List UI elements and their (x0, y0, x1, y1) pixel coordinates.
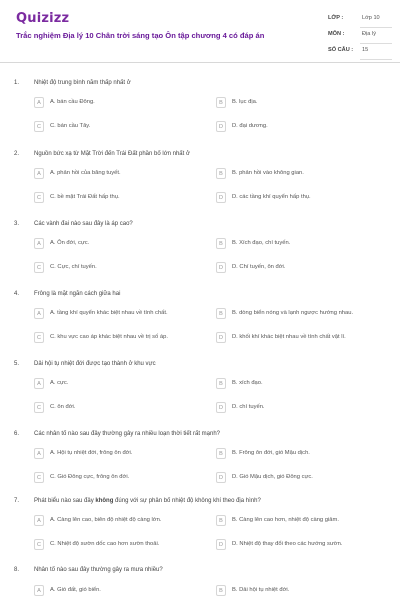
question-number: 7. (14, 498, 20, 504)
option-letter-box: D (216, 262, 226, 273)
meta-value: 15 (362, 47, 369, 53)
option-text: B. xích đạo. (232, 380, 263, 386)
meta-label: LỚP : (328, 15, 344, 21)
option-text: D. các tầng khí quyển hấp thụ. (232, 194, 311, 200)
question-text-end: đúng với sự phân bố nhiệt độ không khí theo địa hình? (113, 498, 261, 504)
option-text: B. lục địa. (232, 99, 258, 105)
option-text: B. phản hồi vào không gian. (232, 170, 304, 176)
option-letter-box: C (34, 539, 44, 550)
page-header (0, 0, 400, 63)
option-letter-box: B (216, 168, 226, 179)
question-number: 8. (14, 567, 20, 573)
option-letter-box: D (216, 472, 226, 483)
option-letter-box: A (34, 238, 44, 249)
option-letter-box: B (216, 448, 226, 459)
option-text: C. bán cầu Tây. (50, 123, 91, 129)
option-letter-box: B (216, 238, 226, 249)
question-text: Nhân tố nào sau đây thường gây ra mưa nhiều? (34, 567, 163, 573)
question-text-start: Phát biểu nào sau đây (34, 498, 96, 504)
question-number: 4. (14, 291, 20, 297)
option-text: B. Dải hội tụ nhiệt đới. (232, 587, 290, 593)
question-text: Frông là mặt ngăn cách giữa hai (34, 291, 121, 297)
option-letter-box: D (216, 539, 226, 550)
option-text: D. Nhiệt độ thay đổi theo các hướng sườn. (232, 541, 343, 547)
question-number: 6. (14, 431, 20, 437)
option-letter-box: A (34, 308, 44, 319)
option-text: D. chí tuyến. (232, 404, 265, 410)
meta-value: Lớp 10 (362, 15, 380, 21)
option-letter-box: B (216, 515, 226, 526)
option-text: C. Cực, chí tuyến. (50, 264, 97, 270)
option-letter-box: C (34, 402, 44, 413)
question-number: 2. (14, 151, 20, 157)
option-letter-box: A (34, 97, 44, 108)
option-text: D. Chí tuyến, ôn đới. (232, 264, 286, 270)
meta-label: MÔN : (328, 31, 345, 37)
option-letter-box: D (216, 402, 226, 413)
option-letter-box: D (216, 192, 226, 203)
option-text: A. tầng khí quyển khác biệt nhau về tính chất. (50, 310, 168, 316)
option-text: C. bề mặt Trái Đất hấp thụ. (50, 194, 120, 200)
option-letter-box: C (34, 472, 44, 483)
question-text: Các vành đai nào sau đây là áp cao? (34, 221, 133, 227)
option-text: B. dòng biển nóng và lạnh ngược hướng nhau. (232, 310, 354, 316)
option-text: A. cực. (50, 380, 69, 386)
option-letter-box: A (34, 585, 44, 596)
question-number: 3. (14, 221, 20, 227)
option-text: A. bán cầu Đông. (50, 99, 95, 105)
option-text: D. khối khí khác biệt nhau về tính chất vật lí. (232, 334, 346, 340)
option-letter-box: D (216, 121, 226, 132)
option-text: C. ôn đới. (50, 404, 76, 410)
meta-row-class (328, 12, 392, 28)
option-letter-box: C (34, 192, 44, 203)
question-text: Các nhân tố nào sau đây thường gây ra nhiều loạn thời tiết rất mạnh? (34, 431, 221, 437)
option-text: B. Frông ôn đới, gió Mậu dịch. (232, 450, 310, 456)
option-text: A. Càng lên cao, biên độ nhiệt độ càng lớn. (50, 517, 162, 523)
document-title: Trắc nghiệm Địa lý 10 Chân trời sáng tạo Ôn tập chương 4 có đáp án (16, 31, 265, 40)
option-letter-box: A (34, 448, 44, 459)
option-letter-box: D (216, 332, 226, 343)
option-text: A. Gió đất, gió biển. (50, 587, 101, 593)
question-text (34, 498, 261, 504)
quizizz-logo: Quizizz (16, 11, 70, 26)
question-text: Dải hội tụ nhiệt đới được tạo thành ở khu vực (34, 361, 156, 367)
option-text: C. Gió Đông cực, frông ôn đới. (50, 474, 130, 480)
option-text: C. Nhiệt độ sườn dốc cao hơn sườn thoải. (50, 541, 160, 547)
option-text: B. Xích đạo, chí tuyến. (232, 240, 291, 246)
option-text: D. đại dương. (232, 123, 268, 129)
option-letter-box: C (34, 121, 44, 132)
option-letter-box: A (34, 515, 44, 526)
option-letter-box: A (34, 378, 44, 389)
question-text: Nhiệt độ trung bình năm thấp nhất ở (34, 80, 131, 86)
meta-row-count (328, 44, 392, 60)
question-number: 5. (14, 361, 20, 367)
option-letter-box: C (34, 262, 44, 273)
option-text: A. Hội tụ nhiệt đới, frông ôn đới. (50, 450, 133, 456)
option-letter-box: C (34, 332, 44, 343)
option-text: A. phản hồi của băng tuyết. (50, 170, 121, 176)
option-letter-box: B (216, 378, 226, 389)
option-text: B. Càng lên cao hơn, nhiệt độ càng giảm. (232, 517, 339, 523)
question-number: 1. (14, 80, 20, 86)
option-letter-box: B (216, 97, 226, 108)
option-text: D. Gió Mậu dịch, gió Đông cực. (232, 474, 313, 480)
meta-panel (328, 12, 392, 60)
option-letter-box: B (216, 308, 226, 319)
option-text: A. Ôn đới, cực. (50, 240, 90, 246)
meta-label: SỐ CÂU : (328, 47, 354, 53)
option-letter-box: A (34, 168, 44, 179)
option-letter-box: B (216, 585, 226, 596)
question-text-emphasis: không (95, 498, 114, 504)
question-text: Nguồn bức xạ từ Mặt Trời đến Trái Đất phần bố lớn nhất ở (34, 151, 190, 157)
divider (360, 59, 392, 60)
meta-value: Địa lý (362, 31, 376, 37)
option-text: C. khu vực cao áp khác biệt nhau về trị số áp. (50, 334, 168, 340)
meta-row-subject (328, 28, 392, 44)
